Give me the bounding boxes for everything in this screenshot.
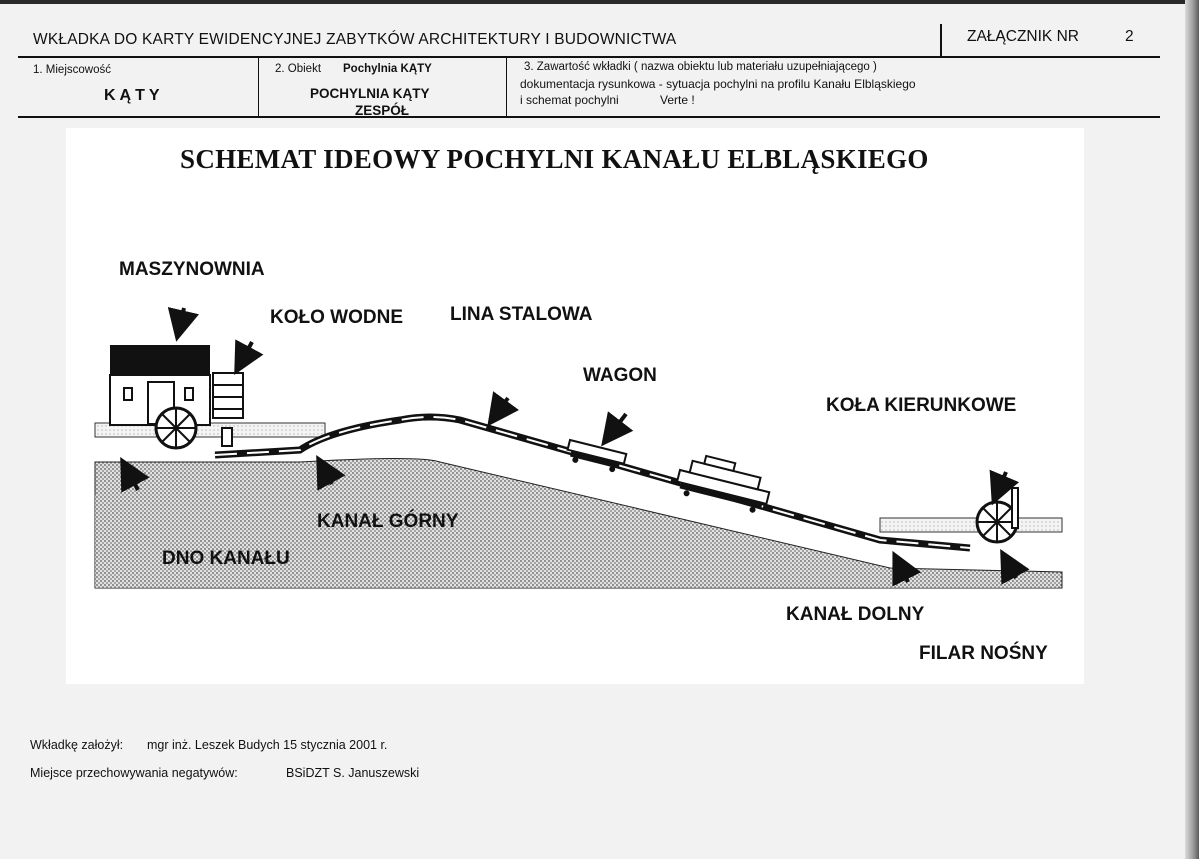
wagon-upper: [565, 440, 626, 474]
content-verte: Verte !: [660, 93, 695, 107]
label-steel-rope: LINA STALOWA: [450, 304, 593, 325]
arrow-guide-wheels: [995, 472, 1006, 498]
label-support-pillar: FILAR NOŚNY: [919, 643, 1048, 664]
wheel-housing: [213, 373, 243, 418]
author-label: Wkładkę założył:: [30, 738, 124, 752]
label-canal-bottom: DNO KANAŁU: [162, 548, 290, 569]
author-value: mgr inż. Leszek Budych 15 stycznia 2001 r.: [147, 738, 388, 752]
arrow-water-wheel: [238, 342, 252, 368]
label-wagon: WAGON: [583, 365, 657, 386]
arrow-wagon: [606, 414, 626, 440]
wagon-with-ship: [674, 451, 774, 516]
engine-house-window2: [185, 388, 193, 400]
diagram-title: SCHEMAT IDEOWY POCHYLNI KANAŁU ELBLĄSKIEGO: [180, 144, 929, 174]
place-value: KĄTY: [104, 87, 164, 104]
storage-label: Miejsce przechowywania negatywów:: [30, 766, 238, 780]
annex-label: ZAŁĄCZNIK NR: [967, 28, 1079, 45]
object-label: 2. Obiekt: [275, 63, 322, 75]
annex-number: 2: [1125, 28, 1134, 45]
object-value-line1: POCHYLNIA KĄTY: [310, 86, 430, 101]
place-label: 1. Miejscowość: [33, 64, 111, 76]
label-lower-canal: KANAŁ DOLNY: [786, 604, 925, 625]
water-wheel-left: [156, 408, 196, 448]
document-title: WKŁADKA DO KARTY EWIDENCYJNEJ ZABYTKÓW ARCHITEKTURY I BUDOWNICTWA: [33, 31, 677, 48]
lower-canal-water: [880, 518, 1062, 532]
object-value-line2: ZESPÓŁ: [355, 103, 410, 118]
arrow-steel-rope: [492, 398, 508, 420]
engine-house-window1: [124, 388, 132, 400]
arrow-engine-house: [178, 308, 184, 334]
content-label: 3. Zawartość wkładki ( nazwa obiektu lub materiału uzupełniającego ): [524, 61, 877, 73]
content-line1: dokumentacja rysunkowa - sytuacja pochylni na profilu Kanału Elbląskiego: [520, 77, 916, 91]
engine-house-roof: [110, 345, 210, 375]
label-guide-wheels: KOŁA KIERUNKOWE: [826, 395, 1017, 416]
label-water-wheel: KOŁO WODNE: [270, 307, 403, 328]
storage-value: BSiDZT S. Januszewski: [286, 766, 420, 780]
object-short-name: Pochylnia KĄTY: [343, 63, 432, 75]
label-engine-house: MASZYNOWNIA: [119, 259, 265, 280]
content-line2: i schemat pochylni: [520, 93, 619, 107]
label-upper-canal: KANAŁ GÓRNY: [317, 511, 459, 532]
